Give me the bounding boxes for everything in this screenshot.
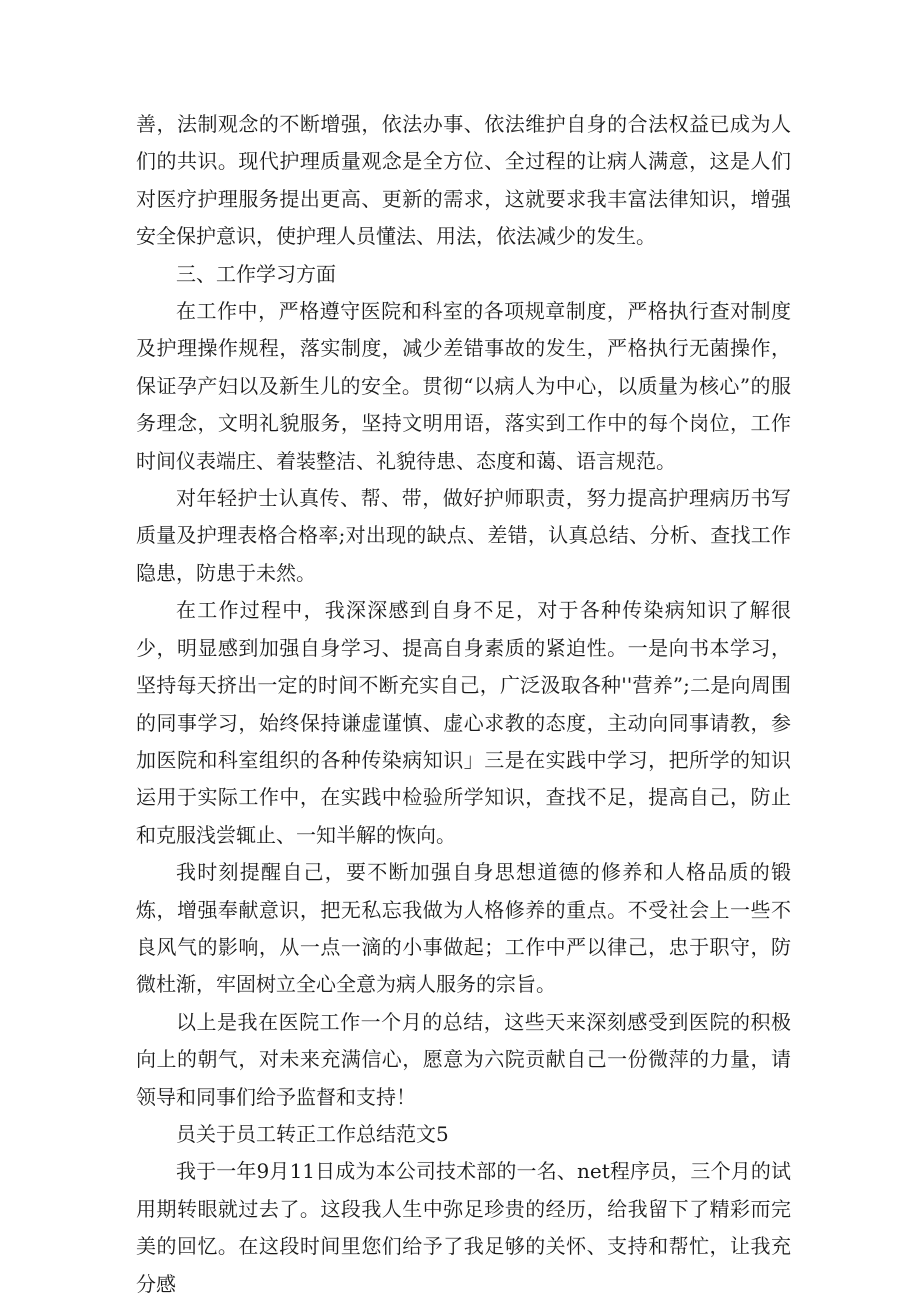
- article-title: 员关于员工转正工作总结范文5: [176, 1121, 449, 1146]
- paragraph: 我时刻提醒自己，要不断加强自身思想道德的修养和人格品质的锻炼，增强奉献意识，把无私忘我做为人格修养的重点。不受社会上一些不良风气的影响，从一点一滴的小事做起；工作中严以律己，忠于职守，防微杜渐，牢固树立全心全意为病人服务的宗旨。: [136, 860, 791, 997]
- document-body: [136, 106, 791, 1303]
- paragraph: 在工作中，严格遵守医院和科室的各项规章制度，严格执行查对制度及护理操作规程，落实制度，减少差错事故的发生，严格执行无菌操作，保证孕产妇以及新生儿的安全。贯彻“以病人为中心，以质量为核心”的服务理念，文明礼貌服务，坚持文明用语，落实到工作中的每个岗位，工作时间仪表端庄、着装整洁、礼貌待患、态度和蔼、语言规范。: [136, 299, 791, 473]
- paragraph: 在工作过程中，我深深感到自身不足，对于各种传染病知识了解很少，明显感到加强自身学习、提高自身素质的紧迫性。一是向书本学习，坚持每天挤出一定的时间不断充实自己，广泛汲取各种''营养”;二是向周围的同事学习，始终保持谦虚谨慎、虚心求教的态度，主动向同事请教，参加医院和科室组织的各种传染病知识」三是在实践中学习，把所学的知识运用于实际工作中，在实践中检验所学知识，查找不足，提高自己，防止和克服浅尝辄止、一知半解的恢向。: [136, 598, 791, 847]
- paragraph-continuation: 善，法制观念的不断增强，依法办事、依法维护自身的合法权益已成为人们的共识。现代护理质量观念是全方位、全过程的让病人满意，这是人们对医疗护理服务提出更高、更新的需求，这就要求我丰富法律知识，增强安全保护意识，使护理人员懂法、用法，依法减少的发生。: [136, 112, 791, 249]
- paragraph: 我于一年9月11日成为本公司技术部的一名、net程序员，三个月的试用期转眼就过去了。这段我人生中弥足珍贵的经历，给我留下了精彩而完美的回忆。在这段时间里您们给予了我足够的关怀、支持和帮忙，让我充分感: [136, 1159, 791, 1296]
- paragraph: 对年轻护士认真传、帮、带，做好护师职责，努力提高护理病历书写质量及护理表格合格率;对出现的缺点、差错，认真总结、分析、查找工作隐患，防患于未然。: [136, 486, 791, 585]
- section-heading: 三、工作学习方面: [176, 261, 336, 286]
- paragraph: 以上是我在医院工作一个月的总结，这些天来深刻感受到医院的积极向上的朝气，对未来充满信心，愿意为六院贡献自己一份微萍的力量，请领导和同事们给予监督和支持！: [136, 1009, 791, 1109]
